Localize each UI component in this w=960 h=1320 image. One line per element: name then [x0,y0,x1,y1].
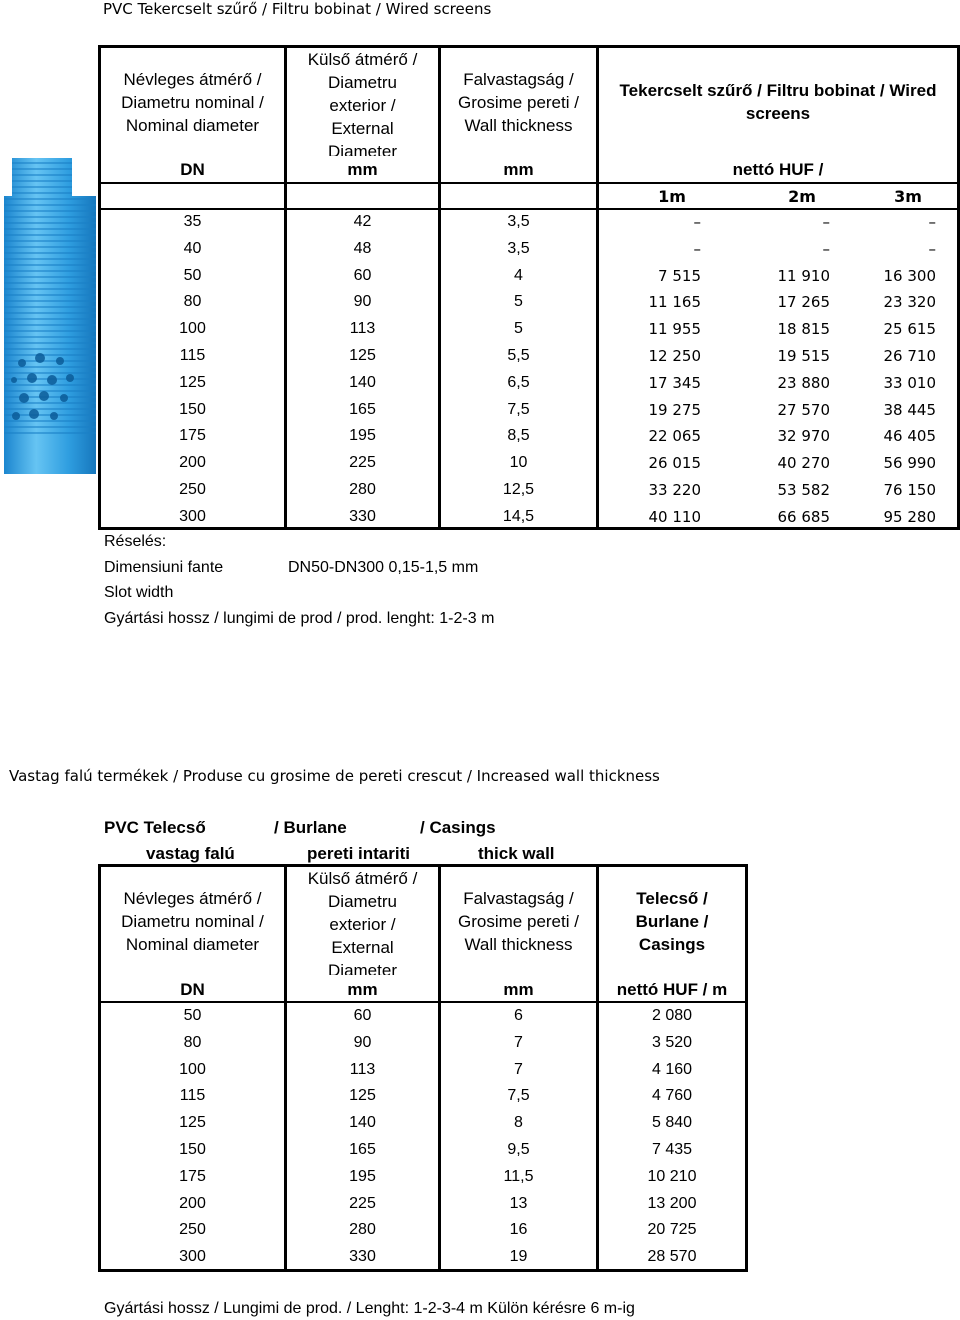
table-cell: 9,5 [507,1141,530,1158]
unit-price-huf: nettó HUF / [732,160,824,179]
table-cell: 140 [349,373,376,391]
table-cell: 33 010 [883,373,936,392]
table-cell: 7,5 [507,400,530,418]
table-cell: 33 220 [648,481,701,499]
table-cell: 60 [353,1007,372,1024]
table-cell: 80 [183,1033,202,1051]
casings-unit-price: nettó HUF / m [616,980,728,999]
table-cell: 10 [509,454,528,472]
table-cell: 6 [514,1007,523,1024]
table-cell: 7 [514,1033,523,1051]
table-cell: 8 [514,1114,523,1132]
table-cell: 66 685 [777,507,830,526]
table-cell: 4 160 [651,1060,693,1078]
thick-wall-hu: vastag falú [146,844,235,863]
section2-title: Vastag falú termékek / Produse cu grosime de pereti crescut / Increased wall thickness [9,767,660,785]
unit-od-mm: mm [347,160,378,179]
length-3m: 3m [894,187,922,206]
header-wired-screens-price: Tekercselt szűrő / Filtru bobinat / Wired screens [619,81,937,123]
unit-wall-mm: mm [503,160,534,179]
table-cell: 4 [514,266,523,284]
table-cell: 40 [183,239,202,257]
production-length-note: Gyártási hossz / lungimi de prod / prod. lenght: 1-2-3 m [104,610,495,627]
table-cell: 113 [349,320,376,338]
table-cell: 40 270 [777,454,830,473]
table-cell: 195 [349,427,376,445]
table-cell: 100 [179,1060,206,1078]
table-cell: 6,5 [507,373,530,391]
table-cell: 76 150 [883,481,936,499]
table-cell: 250 [179,1221,206,1239]
table-cell: 56 990 [883,454,936,473]
table-cell: 225 [349,1194,376,1212]
table-cell: 175 [179,1167,206,1185]
table-cell: 5 840 [651,1114,693,1132]
table-cell: – [822,213,830,231]
length-2m: 2m [788,187,816,206]
table-cell: 25 615 [883,320,936,339]
table-cell: 300 [179,1248,206,1266]
table-cell: 95 280 [883,507,936,526]
table-cell: 46 405 [883,427,936,446]
table-cell: 28 570 [647,1248,697,1266]
table-cell: 125 [179,1114,206,1132]
table-cell: 7 515 [658,266,701,285]
table-cell: 23 880 [777,373,830,392]
table-cell: 32 970 [777,427,830,446]
table-cell: 53 582 [777,481,830,499]
table-cell: 22 065 [648,427,701,446]
table-cell: 300 [179,507,206,525]
table-cell: 150 [179,1141,206,1158]
table-cell: 7,5 [507,1087,530,1105]
table-cell: 42 [353,213,372,230]
table-cell: 195 [349,1167,376,1185]
table-cell: 17 265 [777,293,830,312]
table-cell: 5,5 [507,347,530,364]
casings-header-nominal-diameter: Névleges átmérő / Diametru nominal / Nominal diameter [121,889,264,954]
table-cell: 11 910 [777,266,830,285]
slotting-label: Réselés: [104,533,167,550]
table-cell: 4 760 [651,1087,693,1105]
casings-title-ro: / Burlane [274,818,347,837]
table-cell: 16 300 [883,266,936,285]
table-cell: 19 [509,1248,528,1266]
table-cell: 200 [179,1194,206,1212]
table-cell: 27 570 [777,400,830,419]
table-cell: 11 165 [648,293,701,312]
table-cell: 90 [353,293,372,311]
casings-header-wall-thickness: Falvastagság / Grosime pereti / Wall thickness [458,889,579,954]
thick-wall-ro: pereti intariti [307,844,410,863]
table-cell: 7 [514,1060,523,1078]
table-cell: 200 [179,454,206,472]
table-cell: 5 [514,293,523,311]
casings-title-en: / Casings [420,818,496,837]
table-cell: 140 [349,1114,376,1132]
table-cell: 18 815 [777,320,830,339]
table-cell: 280 [349,481,376,498]
header-wall-thickness: Falvastagság / Grosime pereti / Wall thickness [458,70,579,135]
table-cell: 8,5 [507,427,530,445]
section1-title: PVC Tekercselt szűrő / Filtru bobinat / Wired screens [103,0,492,18]
table-cell: 100 [179,320,206,338]
table-cell: 3,5 [507,213,530,230]
table-cell: 50 [183,266,202,284]
table-cell: 225 [349,454,376,472]
casings-header-price: Telecső / Burlane / Casings [635,889,709,954]
table-cell: 150 [179,400,206,418]
table-cell: 125 [349,1087,376,1105]
table-cell: 165 [349,400,376,418]
slot-dimension-label: Dimensiuni fante [104,559,224,576]
table-cell: 125 [349,347,376,364]
table-cell: 13 200 [647,1194,697,1212]
pipe-illustration [4,158,96,474]
table-cell: 90 [353,1033,372,1051]
table-cell: 50 [183,1007,202,1024]
table-cell: 20 725 [647,1221,697,1239]
table-cell: 12,5 [502,481,535,498]
table-cell: 26 015 [648,454,701,473]
table-cell: 330 [349,1248,376,1266]
casings-unit-od-mm: mm [347,980,378,999]
table-cell: 19 515 [777,347,830,365]
table-cell: 125 [179,373,206,391]
table-cell: 17 345 [648,373,701,392]
casings-production-length-note: Gyártási hossz / Lungimi de prod. / Lenght: 1-2-3-4 m Külön kérésre 6 m-ig [104,1300,635,1317]
table-cell: – [693,239,701,258]
table-cell: 14,5 [502,507,535,525]
pvc-screen-pipe-image [4,158,96,474]
table-cell: 113 [349,1060,376,1078]
table-cell: 2 080 [651,1007,693,1024]
table-cell: – [693,213,701,231]
table-cell: 10 210 [647,1167,697,1185]
header-external-diameter: Külső átmérő / Diametru exterior / External Diameter [307,50,418,156]
header-nominal-diameter: Névleges átmérő / Diametru nominal / Nominal diameter [121,70,264,135]
casings-unit-wall-mm: mm [503,980,534,999]
table-cell: 38 445 [883,400,936,419]
table-cell: – [822,239,830,258]
table-cell: 19 275 [648,400,701,419]
table-cell: 115 [179,347,206,364]
table-cell: – [928,213,936,231]
table-cell: 80 [183,293,202,311]
table-cell: 40 110 [648,507,701,526]
table-cell: 250 [179,481,206,498]
table-cell: 11 955 [648,320,701,339]
table-cell: 26 710 [883,347,936,365]
table-cell: 13 [509,1194,528,1212]
table-cell: 48 [353,239,372,257]
table-cell: – [928,239,936,258]
table-cell: 12 250 [648,347,701,365]
table-cell: 23 320 [883,293,936,312]
table-cell: 16 [509,1221,528,1239]
table-cell: 115 [179,1087,206,1105]
casings-unit-dn: DN [180,980,205,999]
thick-wall-en: thick wall [478,844,555,863]
table-cell: 11,5 [503,1167,534,1185]
length-1m: 1m [658,187,686,206]
slot-width-label: Slot width [104,584,174,601]
table-cell: 60 [353,266,372,284]
table-cell: 3 520 [651,1033,693,1051]
table-cell: 7 435 [651,1141,693,1158]
casings-header-external-diameter: Külső átmérő / Diametru exterior / External Diameter [307,869,418,975]
unit-dn: DN [180,160,205,179]
table-cell: 175 [179,427,206,445]
table-cell: 3,5 [507,239,530,257]
table-cell: 280 [349,1221,376,1239]
casings-title-hu: PVC Telecső [104,818,206,837]
table-cell: 165 [349,1141,376,1158]
table-cell: 5 [514,320,523,338]
table-cell: 35 [183,213,202,230]
table-cell: 330 [349,507,376,525]
slot-dimension-value: DN50-DN300 0,15-1,5 mm [288,559,479,576]
